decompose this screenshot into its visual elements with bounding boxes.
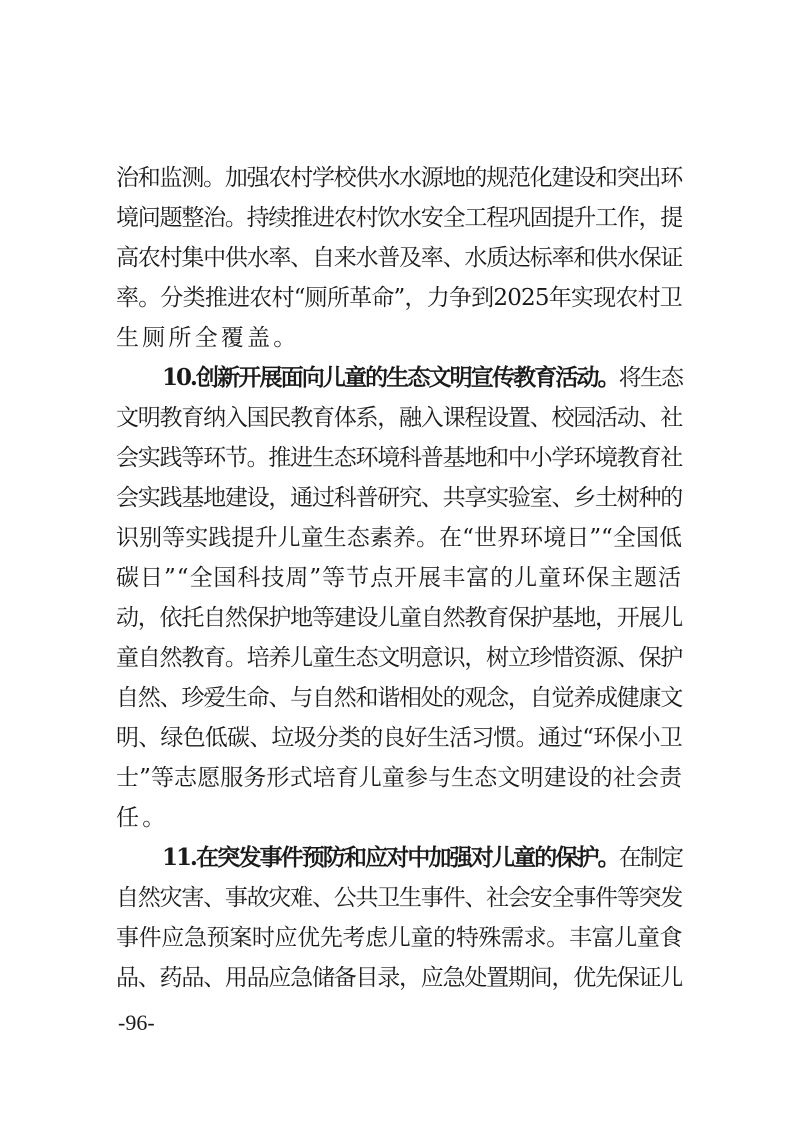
body-text-line: 识别等实践提升儿童生态素养。在“世界环境日”“全国低 <box>116 525 682 551</box>
section-first-line <box>162 838 682 878</box>
body-text-line: 文明教育纳入国民教育体系，融入课程设置、校园活动、社 <box>116 405 682 431</box>
body-text-line: 碳日”“全国科技周”等节点开展丰富的儿童环保主题活 <box>116 565 682 591</box>
body-text-line: 明、绿色低碳、垃圾分类的良好生活习惯。通过“环保小卫 <box>116 725 682 751</box>
body-text-span: 将生态 <box>618 365 682 391</box>
section-first-line <box>162 358 682 398</box>
body-text-line: 士”等志愿服务形式培育儿童参与生态文明建设的社会责 <box>116 765 682 791</box>
section-heading-11: 11.在突发事件预防和应对中加强对儿童的保护。 <box>162 844 619 871</box>
section-heading-10: 10.创新开展面向儿童的生态文明宣传教育活动。 <box>162 364 619 391</box>
body-text-line: 动，依托自然保护地等建设儿童自然教育保护基地，开展儿 <box>116 605 682 631</box>
body-text-line: 治和监测。加强农村学校供水水源地的规范化建设和突出环 <box>116 165 682 191</box>
body-text-line: 自然、珍爱生命、与自然和谐相处的观念，自觉养成健康文 <box>116 685 682 711</box>
body-text-line: 境问题整治。持续推进农村饮水安全工程巩固提升工作，提 <box>116 205 682 231</box>
body-text-line: 品、药品、用品应急储备目录，应急处置期间，优先保证儿 <box>116 965 682 991</box>
body-text-line: 生厕所全覆盖。 <box>116 325 300 351</box>
body-text-line: 会实践等环节。推进生态环境科普基地和中小学环境教育社 <box>116 445 682 471</box>
body-text-line: 高农村集中供水率、自来水普及率、水质达标率和供水保证 <box>116 245 682 271</box>
body-text-line: 事件应急预案时应优先考虑儿童的特殊需求。丰富儿童食 <box>116 925 682 951</box>
body-text-line: 会实践基地建设，通过科普研究、共享实验室、乡土树种的 <box>116 485 682 511</box>
body-text-span: 在制定 <box>618 845 682 871</box>
body-text-line: 自然灾害、事故灾难、公共卫生事件、社会安全事件等突发 <box>116 885 682 911</box>
body-text-line: 率。分类推进农村“厕所革命”，力争到2025年实现农村卫 <box>116 285 682 311</box>
body-text-line: 任。 <box>116 805 169 831</box>
page-number: -96- <box>118 1010 155 1035</box>
body-text-line: 童自然教育。培养儿童生态文明意识，树立珍惜资源、保护 <box>116 645 682 671</box>
